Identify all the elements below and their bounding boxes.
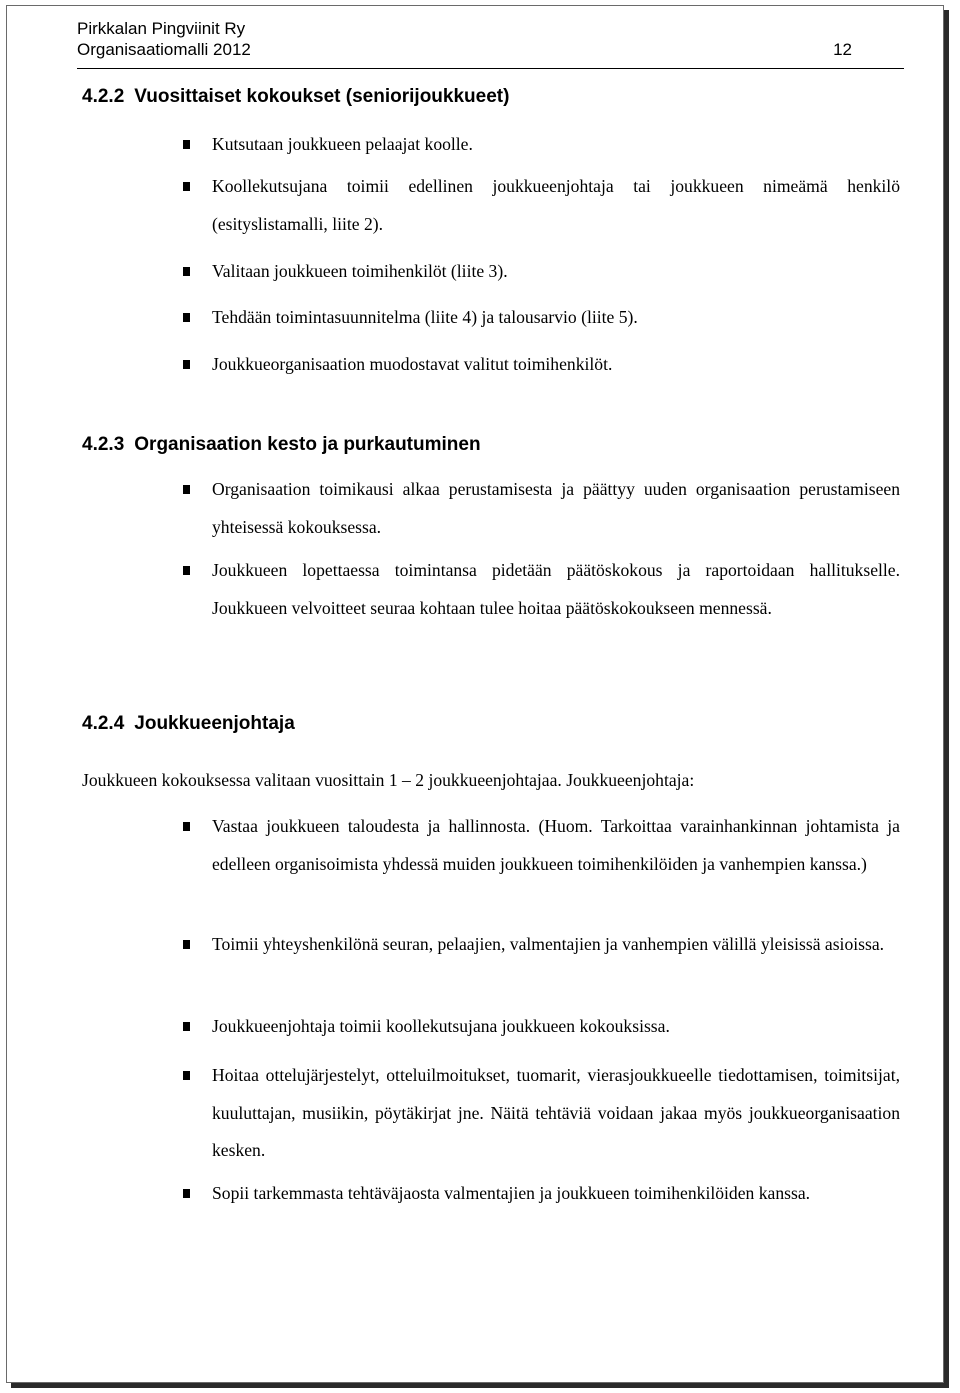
list-item: Joukkueenjohtaja toimii koollekutsujana joukkueen kokouksissa. xyxy=(212,1016,670,1036)
list-item: Joukkueorganisaation muodostavat valitut toimihenkilöt. xyxy=(212,354,613,374)
bullet-icon xyxy=(183,1022,190,1031)
section-heading-4-2-3 xyxy=(82,434,481,456)
section-number: 4.2.2 xyxy=(82,86,125,107)
section-heading-4-2-2 xyxy=(82,86,509,108)
list-item: Kutsutaan joukkueen pelaajat koolle. xyxy=(212,134,473,154)
list-item: Vastaa joukkueen taloudesta ja hallinnosta. (Huom. Tarkoittaa varainhankinnan johtamista ja edelleen organisoimista yhdessä muiden joukkueen toimihenkilöiden ja vanhempien kanssa.) xyxy=(212,816,900,874)
section-title: Joukkueenjohtaja xyxy=(134,713,295,734)
bullet-icon xyxy=(183,566,190,575)
section-title: Vuosittaiset kokoukset (seniorijoukkueet) xyxy=(134,86,510,107)
bullet-icon xyxy=(183,313,190,322)
list-item: Tehdään toimintasuunnitelma (liite 4) ja talousarvio (liite 5). xyxy=(212,307,638,327)
list-item: Toimii yhteyshenkilönä seuran, pelaajien, valmentajien ja vanhempien välillä yleisissä asioissa. xyxy=(212,934,885,954)
list-item: Koollekutsujana toimii edellinen joukkueenjohtaja tai joukkueen nimeämä henkilö (esityslistamalli, liite 2). xyxy=(212,176,900,234)
bullet-icon xyxy=(183,822,190,831)
section-heading-4-2-4 xyxy=(82,713,295,735)
list-item: Hoitaa ottelujärjestelyt, otteluilmoitukset, tuomarit, vierasjoukkueelle tiedottamisen, toimitsijat, kuuluttajan, musiikin, pöytäkirjat jne. Näitä tehtäviä voidaan jakaa myös joukkueorganisaation kesken. xyxy=(212,1065,900,1160)
bullet-icon xyxy=(183,360,190,369)
list-item: Organisaation toimikausi alkaa perustamisesta ja päättyy uuden organisaation perustamiseen yhteisessä kokouksessa. xyxy=(212,479,900,537)
section-intro: Joukkueen kokouksessa valitaan vuosittain 1 – 2 joukkueenjohtajaa. Joukkueenjohtaja: xyxy=(82,770,695,790)
header-org-name: Pirkkalan Pingviinit Ry xyxy=(77,19,246,38)
section-number: 4.2.4 xyxy=(82,713,125,734)
bullet-icon xyxy=(183,267,190,276)
section-number: 4.2.3 xyxy=(82,434,125,455)
bullet-icon xyxy=(183,182,190,191)
bullet-icon xyxy=(183,940,190,949)
bullet-icon xyxy=(183,1071,190,1080)
bullet-icon xyxy=(183,140,190,149)
page-header xyxy=(77,18,904,69)
bullet-icon xyxy=(183,485,190,494)
page-number: 12 xyxy=(833,40,852,59)
list-item: Joukkueen lopettaessa toimintansa pidetään päätöskokous ja raportoidaan hallitukselle. Joukkueen velvoitteet seuraa kohtaan tulee hoitaa päätöskokoukseen mennessä. xyxy=(212,560,900,618)
section-title: Organisaation kesto ja purkautuminen xyxy=(134,434,481,455)
bullet-icon xyxy=(183,1189,190,1198)
header-doc-title: Organisaatiomalli 2012 xyxy=(77,40,251,59)
list-item: Valitaan joukkueen toimihenkilöt (liite 3). xyxy=(212,261,508,281)
list-item: Sopii tarkemmasta tehtäväjaosta valmentajien ja joukkueen toimihenkilöiden kanssa. xyxy=(212,1183,811,1203)
